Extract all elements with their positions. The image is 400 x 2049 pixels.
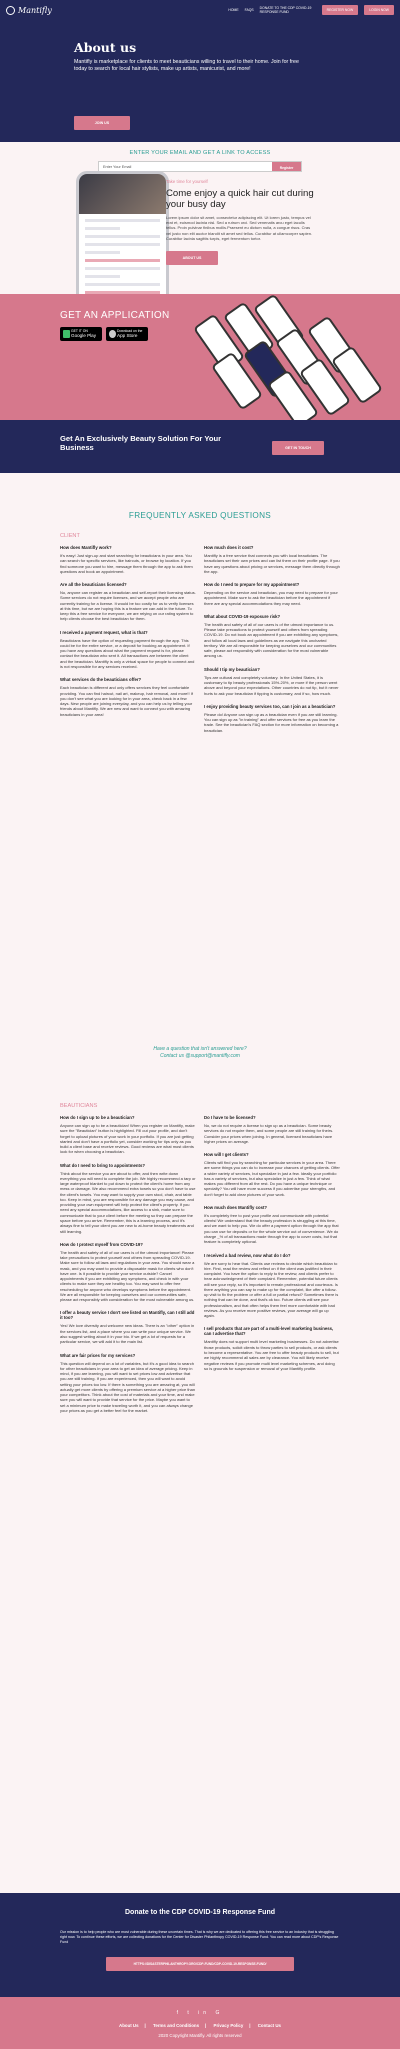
client-section-label: CLIENT	[60, 533, 80, 539]
app-section	[0, 294, 400, 420]
faq-answer: Mantifly does not support multi level marketing businesses. Do not advertise those products, solicit clients to throw parties to sell products, or ask clients to become a representative. You are free to offer beauty products to sell, but we highly recommend all sales are by clearance. You will likely receive negative reviews if you promote multi level marketing schemes, and doing so is grounds for suspension or removal of your Mantifly profile.	[204, 1339, 339, 1371]
google-play-button[interactable]: GET IT ON Google Play	[60, 327, 102, 341]
register-button[interactable]: Register	[272, 162, 301, 171]
footer-contact-link[interactable]: Contact Us	[257, 2023, 281, 2028]
faq-question: I received a bad review, now what do I do?	[204, 1252, 291, 1258]
logo-text: Mantifly	[18, 5, 52, 15]
nav-home[interactable]: HOME	[228, 8, 239, 12]
faq-item	[204, 704, 340, 733]
donate-link-button[interactable]: HTTPS://DISASTERPHILANTHROPY.ORG/CDP-FUND/CDP-COVID-19-RESPONSE-FUND/	[106, 1957, 294, 1971]
social-icons[interactable]: f t in G	[176, 2010, 224, 2016]
faq-answer: We are sorry to hear that. Clients use reviews to decide which beautician to hire. First, read the review and reflect on if the client was justified in their complaint. You have the option to reply to the review, and clients prefer to hear acknowledgment of their complaint. Remember, potential future clients will see your reply, so it's important to remain professional and courteous. Is there anything you can say to make up for the complaint, like offer a follow-up visit to fix the problem or offer a full or partial refund? Sometimes there is nothing that can be done, and that's ok too. Future clients will see your professionalism, and that often helps them feel more comfortable with bad reviews. As you receive more positive reviews, your average will go up again.	[204, 1260, 339, 1319]
business-title: Get An Exclusively Beauty Solution For Your Business	[60, 434, 222, 453]
faq-question: I received a payment request, what is that?	[60, 629, 148, 635]
client-faq-right	[204, 545, 340, 741]
faq-item	[60, 1163, 196, 1234]
app-title: GET AN APPLICATION	[60, 310, 170, 321]
promo-section	[0, 179, 400, 294]
login-now-button[interactable]: LOGIN NOW	[364, 5, 394, 15]
copyright: 2020 Copyright Mantifly. All rights reserved	[158, 2033, 242, 2038]
faq-question: I sell products that are part of a multi-level marketing business, can I advertise that?	[204, 1326, 334, 1337]
faq-answer: This question will depend on a lot of variables, but it's a good idea to search for other beauticians in your area to get an idea of average pricing. Keep in mind, if you are learning, you will want to set prices low and advertise that you are still training. If you are experienced, then you will want to avoid setting your prices too low. If there is something you are amazing at, you will actually get more clients by offering a premium service at a higher price than your competitors. Think about the cost of materials and your time, and make sure you will want to provide that service for the price. Maybe you want to set a minimum price to make traveling worth it, and you can always change your prices as you get a better feel for the market.	[60, 1360, 196, 1413]
faq-item	[204, 1253, 340, 1319]
faq-item	[60, 630, 196, 670]
footer-terms-link[interactable]: Terms and Conditions	[153, 2023, 200, 2028]
promo-body: Lorem ipsum dolor sit amet, consectetur adipiscing elit. Ut lorem justo, tempus vel erat et, euismod lacinia nisl. Sed a rutrum orci. Sed venenatis arcu eget iaculis tellus. Proin pulvinar finibus mollis.Praesent eu dictum nulla, a congue risus. Cras vel justo non elit auctor blandit sit amet sed tellus. Curabitur at ullamcorper sapien. Curabitur lacinia sagittis turpis, eget fermentum tortor.	[166, 215, 313, 241]
faq-answer: The health and safety of all of our users is of the utmost importance to us. Please take precautions to protect yourself and others from spreading COVID-19. Do not book an appointment if you are exhibiting any symptoms, and follow all local laws and guidelines as we navigate this uncharted territory. We are all responsible for keeping ourselves and our communities safe, please act responsibly with consideration for the most vulnerable among us.	[204, 621, 339, 659]
nav-faqs[interactable]: FAQS	[244, 8, 254, 12]
beautician-faq-right	[204, 1115, 340, 1379]
faq-item	[204, 1326, 340, 1371]
email-input[interactable]: Enter Your Email	[99, 162, 272, 171]
faq-section	[0, 473, 400, 1893]
faq-answer: Anyone can sign up to be a beautician! When you register on Mantifly, make sure the "Beautician" button is highlighted. Fill out your profile, and don't forget to upload pictures of your work in your portfolio. If you are just getting started and don't have a portfolio yet, consider working for tips only as you build a client base and receive reviews. Good reviews are what most clients look for when choosing a beautician.	[60, 1123, 195, 1155]
promo-kicker: Take time for yourself	[166, 179, 208, 184]
faq-answer: Each beautician is different and only offers services they feel comfortable providing. You can find haircut, nail art, makeup, hair removal, and more!! If you don't see what you are looking for in your area, check back in a few days. New people are joining everyday, and you can help us by telling your friends about Mantifly. We are new and want to connect you with amazing beauticians in your area!	[60, 685, 193, 717]
faq-question: How much does it cost?	[204, 545, 254, 550]
faq-question: How do I sign up to be a beautician?	[60, 1115, 135, 1120]
faq-question: How much does Mantifly cost?	[204, 1204, 268, 1210]
faq-question: What are fair prices for my services?	[60, 1352, 136, 1358]
register-now-button[interactable]: REGISTER NOW	[322, 5, 359, 15]
faq-question: Should I tip my beautician?	[204, 666, 260, 672]
faq-answer: Mantifly is a free service that connects you with local beauticians. The beauticians set their own prices and can list them on their profile page. If you have any questions about pricing or services, message them directly through the app.	[204, 553, 340, 574]
donate-text: Our mission is to help people who are most vulnerable during these uncertain times. That is why we are dedicated to offering this free service to an industry that is struggling right now. To continue these efforts, we are collecting donations for the Center for Disaster Philanthropy COVID-19 Response Fund. You can read more about CDP's Response Fund	[60, 1930, 339, 1944]
app-screens-illustration	[202, 302, 374, 414]
faq-answer: It's completely free to post your profile and communicate with potential clients! We understand that the beauty profession is struggling at this time, and we want to help you. We do offer a payment option through the app that you can use for deposits or for the whole service out of convenience. We do charge _% of all transactions made through the app to cover costs, but that feature is completely optional.	[204, 1212, 339, 1245]
about-hero	[0, 20, 400, 142]
logo-icon	[6, 6, 15, 15]
app-store-button[interactable]: Download on the App Store	[106, 327, 148, 341]
contact-note: Have a question that isn't answered here? Contact us @support@mantifly.com	[0, 1046, 400, 1059]
faq-answer: Please do! Anyone can sign up as a beautician even if you are still learning. You can sign up as "in training" and offer services for free as you learn the trade. See the beautician's FAQ section for more information on becoming a beautician.	[204, 711, 339, 733]
faq-question: How does Mantifly work?	[60, 545, 112, 550]
get-in-touch-button[interactable]: GET IN TOUCH	[272, 441, 324, 455]
faq-answer: The health and safety of all of our users is of the utmost importance! Please take precautions to protect yourself and others from spreading COVID-19. Make sure to follow all laws and regulations in your area. You should wear a mask, and you may want to provide a disposable mask for clients who don't have one. Is it possible to provide your service outside? Cancel appointments if you are exhibiting any symptoms, and check in with your clients to make sure they are healthy too. You may want to offer free rescheduling for anyone who develops symptoms before the appointment. We are all responsible for keeping ourselves and our communities safe, please act responsibly with consideration for the most vulnerable among us.	[60, 1249, 195, 1303]
faq-answer: Tips are cultural and completely voluntary. In the United States, it is customary to tip beauty professionals 15%-20%, or more if the person went above and beyond your expectations. Other countries do not tip, but it never hurts to ask your beautician if tipping is customary, and if so, how much.	[204, 674, 339, 696]
google-play-icon	[63, 330, 70, 338]
faq-answer: Think about the service you are about to offer, and then write down everything you will need to complete the job. We highly recommend a tarp or large waterproof blanket to put down to protect the client's home from any mess or damage. We also recommend extra towels so you don't have to use the client's towels. You may want to supply your own stool, chair, and table too. Keep in mind, you are responsible for any damage you may cause, and providing your own equipment will help protect the client's property. If you need any special accommodations, like access to a sink, make sure to communicate that to your client before the meeting so they can prepare the space before you arrive. Remember, this is a learning process, and it's always fine to tell your client you are new to at-home beauty treatments and still learning.	[60, 1170, 196, 1234]
faq-answer: It's easy! Just sign-up and start searching for beauticians in your area. You can search for specific services, like haircuts, or browse by location. If you find someone you want to hire, message them through the app to ask them questions and book an appointment.	[60, 553, 193, 574]
faq-item	[204, 582, 340, 606]
site-footer	[0, 1997, 400, 2049]
donate-section	[0, 1893, 400, 1997]
faq-answer: Depending on the service and beautician, you may need to prepare for your appointment. Make sure to ask the beautician before the appointment if there are any special accommodations they may need.	[204, 590, 338, 606]
faq-item	[204, 1205, 340, 1245]
faq-question: What services do the beauticians offer?	[60, 677, 142, 683]
site-header	[0, 0, 400, 20]
about-us-button[interactable]: ABOUT US	[166, 251, 218, 265]
email-heading: ENTER YOUR EMAIL AND GET A LINK TO ACCESS	[129, 150, 271, 156]
faq-question: How will I get clients?	[204, 1152, 249, 1158]
faq-question: How do I protect myself from COVID-19?	[60, 1241, 143, 1247]
faq-item	[204, 1152, 340, 1197]
faq-answer: Yes! We love diversity and welcome new ideas. There is an "other" option in the services list, and a place where you can write your unique service. We also suggest writing about it in your bio. If we get a lot of requests for a particular service, we will add it to the main list.	[60, 1323, 195, 1345]
faq-answer: No, we do not require a license to sign up as a beautician. Some beauty services do not require them, and some people are still training for theirs. Consider your prices when joining. In general, licensed beauticians have higher prices on average.	[204, 1123, 334, 1144]
faq-heading: FREQUENTLY ASKED QUESTIONS	[128, 511, 272, 520]
faq-question: Do I have to be licensed?	[204, 1115, 256, 1120]
faq-item	[60, 1115, 196, 1155]
faq-item	[60, 1242, 196, 1303]
beauticians-section-label: BEAUTICIANS	[60, 1103, 98, 1109]
footer-privacy-link[interactable]: Privacy Policy	[213, 2023, 244, 2028]
logo[interactable]	[6, 6, 52, 15]
promo-title: Come enjoy a quick hair cut during your busy day	[166, 188, 314, 211]
faq-question: How do I need to prepare for my appointment?	[204, 582, 300, 588]
beautician-faq-left	[60, 1115, 196, 1421]
client-faq-left	[60, 545, 196, 725]
faq-item	[204, 545, 340, 574]
faq-item	[60, 582, 196, 622]
faq-question: I offer a beauty service I don't see listed on Mantifly, can I still add it too?	[60, 1310, 195, 1321]
faq-question: I enjoy providing beauty services too, can I join as a beautician?	[204, 703, 336, 709]
faq-question: What do I need to bring to appointments?	[60, 1162, 145, 1168]
profile-photo	[79, 174, 166, 214]
support-email-link[interactable]: Contact us @support@mantifly.com	[160, 1052, 240, 1059]
apple-icon	[109, 330, 116, 338]
faq-item	[60, 1353, 196, 1414]
business-banner	[0, 420, 400, 473]
faq-item	[204, 614, 340, 659]
footer-about-link[interactable]: About Us	[119, 2023, 139, 2028]
join-us-button[interactable]: JOIN US	[74, 116, 130, 130]
faq-item	[60, 545, 196, 574]
faq-answer: Beauticians have the option of requesting payment through the app. This could be for the entire service, or a deposit for booking an appointment. If you have any questions about what the payment request is for, please contact the beautician who sent it. All transactions are between the client and the beautician. Mantifly is only a virtual space for people to connect and is not responsible for any services received.	[60, 637, 195, 669]
faq-answer: No, anyone can register as a beautician and self-report their licensing status. Some services do not require licenses, and we accept people who are currently training for a license. It would be too costly for us to verify licenses at this time, but we are hoping this is a feature we can add in the future. To keep this a free service for everyone, we are relying on our rating system to help clients choose the best beautician for them.	[60, 590, 196, 622]
faq-question: What about COVID-19 exposure risk?	[204, 613, 281, 619]
phone-mockup	[76, 171, 169, 307]
about-title: About us	[74, 40, 137, 55]
top-nav	[228, 5, 394, 15]
about-text: Mantifly is marketplace for clients to meet beauticians willing to travel to their home. Join for free today to search for local hair stylists, make up artists, manicurist, and more!	[74, 59, 299, 72]
faq-question: Are all the beauticians licensed?	[60, 582, 127, 588]
footer-links: About Us | Terms and Conditions | Privacy Policy | Contact Us	[119, 2023, 281, 2028]
faq-item	[204, 667, 340, 696]
faq-item	[60, 1310, 196, 1344]
promo-text	[166, 179, 314, 265]
faq-answer: Clients will find you by searching for particular services in your area. There are some things you can do to increase your chances of getting clients. Offer a wider variety of services, but specialize in just a few. Ideally your portfolio has a variety of services, but also specialize in just a few. Think of what makes you different from all the rest. Do you have a unique technique or specialty? You will have more success if you advertise your strengths, and don't forget to add clear pictures of your work.	[204, 1160, 340, 1197]
faq-item	[204, 1115, 340, 1144]
donate-title: Donate to the CDP COVID-19 Response Fund	[125, 1909, 275, 1916]
nav-donate[interactable]: DONATE TO THE CDP COVID-19 RESPONSE FUND	[259, 5, 312, 14]
faq-item	[60, 677, 196, 717]
